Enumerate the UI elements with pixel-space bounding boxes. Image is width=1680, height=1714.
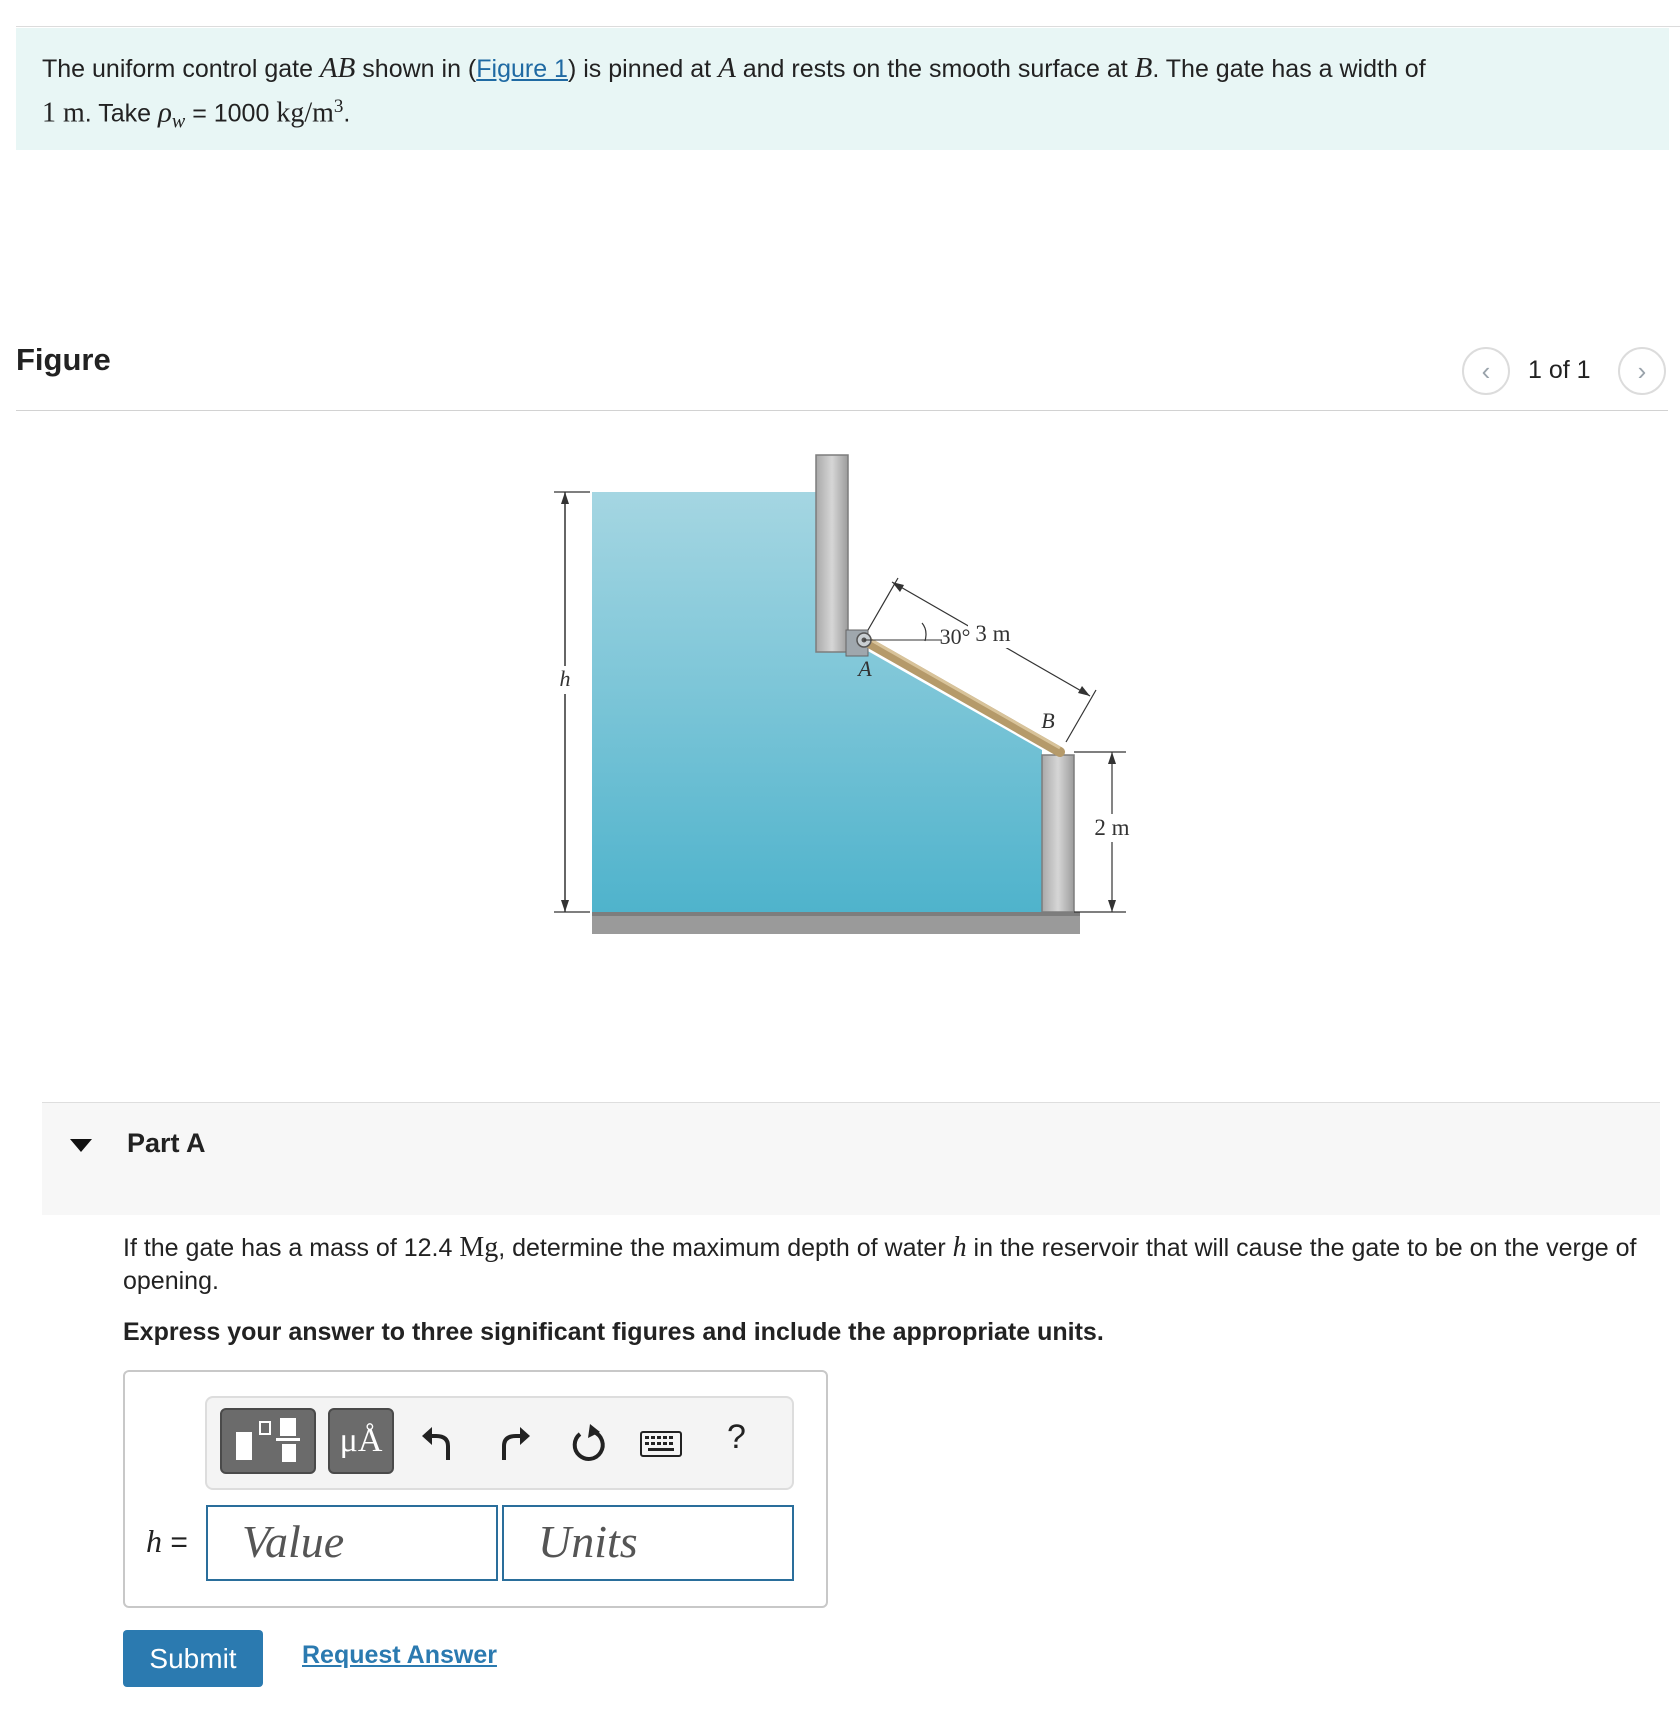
units-input[interactable]: Units <box>502 1505 794 1581</box>
part-a-header[interactable] <box>42 1102 1660 1215</box>
question-part: in the reservoir that will cause the gate to be on the verge of opening. <box>123 1234 1637 1295</box>
help-button[interactable]: ? <box>727 1418 746 1456</box>
problem-statement <box>16 28 1669 150</box>
problem-text-part: . <box>343 99 351 128</box>
templates-button[interactable] <box>220 1408 316 1474</box>
question-variable: h <box>952 1232 967 1263</box>
point-b-symbol: B <box>1134 52 1153 84</box>
units-button[interactable] <box>328 1408 394 1474</box>
problem-text-part: . The gate has a width of <box>1152 55 1426 83</box>
question-part: , determine the maximum depth of water <box>498 1234 953 1262</box>
undo-icon[interactable] <box>418 1422 458 1466</box>
collapse-caret-icon[interactable] <box>70 1139 92 1152</box>
rho-subscript: w <box>171 110 186 133</box>
label-2m: 2 m <box>1094 815 1130 840</box>
problem-text <box>42 50 1643 140</box>
chevron-right-icon: › <box>1637 355 1647 386</box>
label-3m: 3 m <box>975 621 1011 646</box>
problem-text-part: ) is pinned at <box>567 55 719 83</box>
figure-link[interactable]: Figure 1 <box>476 55 568 83</box>
chevron-left-icon: ‹ <box>1481 355 1491 386</box>
problem-text-part: and rests on the smooth surface at <box>735 55 1135 83</box>
prev-figure-button[interactable] <box>1462 347 1510 395</box>
answer-instruction: Express your answer to three significant figures and include the appropriate units. <box>123 1318 1104 1346</box>
point-a-symbol: A <box>718 52 736 84</box>
answer-equals: = <box>162 1526 188 1559</box>
label-b: B <box>1041 708 1055 733</box>
width-value: 1 m <box>42 97 85 129</box>
label-h: h <box>559 666 571 691</box>
label-angle: 30° <box>939 624 971 649</box>
fraction-template-icon <box>222 1410 314 1472</box>
submit-button[interactable]: Submit <box>123 1630 263 1687</box>
page-indicator: 1 of 1 <box>1528 356 1591 384</box>
gate-symbol: AB <box>319 52 356 84</box>
reset-icon[interactable] <box>566 1422 608 1466</box>
request-answer-link[interactable]: Request Answer <box>302 1641 497 1669</box>
answer-label <box>146 1523 188 1560</box>
value-input[interactable]: Value <box>206 1505 498 1581</box>
gate-diagram <box>500 430 1200 950</box>
lower-support <box>1042 755 1074 912</box>
density-exponent: 3 <box>333 96 344 117</box>
mass-unit: Mg <box>459 1232 499 1263</box>
problem-text-part: = 1000 <box>185 99 277 128</box>
question-text <box>123 1231 1653 1298</box>
density-unit: kg/m <box>276 97 334 129</box>
label-a: A <box>858 656 872 681</box>
rho-symbol: ρ <box>157 96 172 129</box>
figure-title: Figure <box>16 342 111 377</box>
next-figure-button[interactable] <box>1618 347 1666 395</box>
top-divider <box>16 26 1680 27</box>
units-label: μÅ <box>339 1422 383 1459</box>
question-part: If the gate has a mass of 12.4 <box>123 1234 460 1262</box>
upper-wall <box>816 455 848 652</box>
problem-text-part: shown in ( <box>355 55 477 83</box>
problem-text-part: . Take <box>84 99 158 128</box>
figure-divider <box>16 410 1668 411</box>
redo-icon[interactable] <box>494 1422 534 1466</box>
answer-variable: h <box>146 1523 162 1559</box>
keyboard-icon[interactable] <box>640 1430 682 1458</box>
problem-text-part: The uniform control gate <box>42 55 320 83</box>
part-a-title: Part A <box>127 1128 206 1158</box>
